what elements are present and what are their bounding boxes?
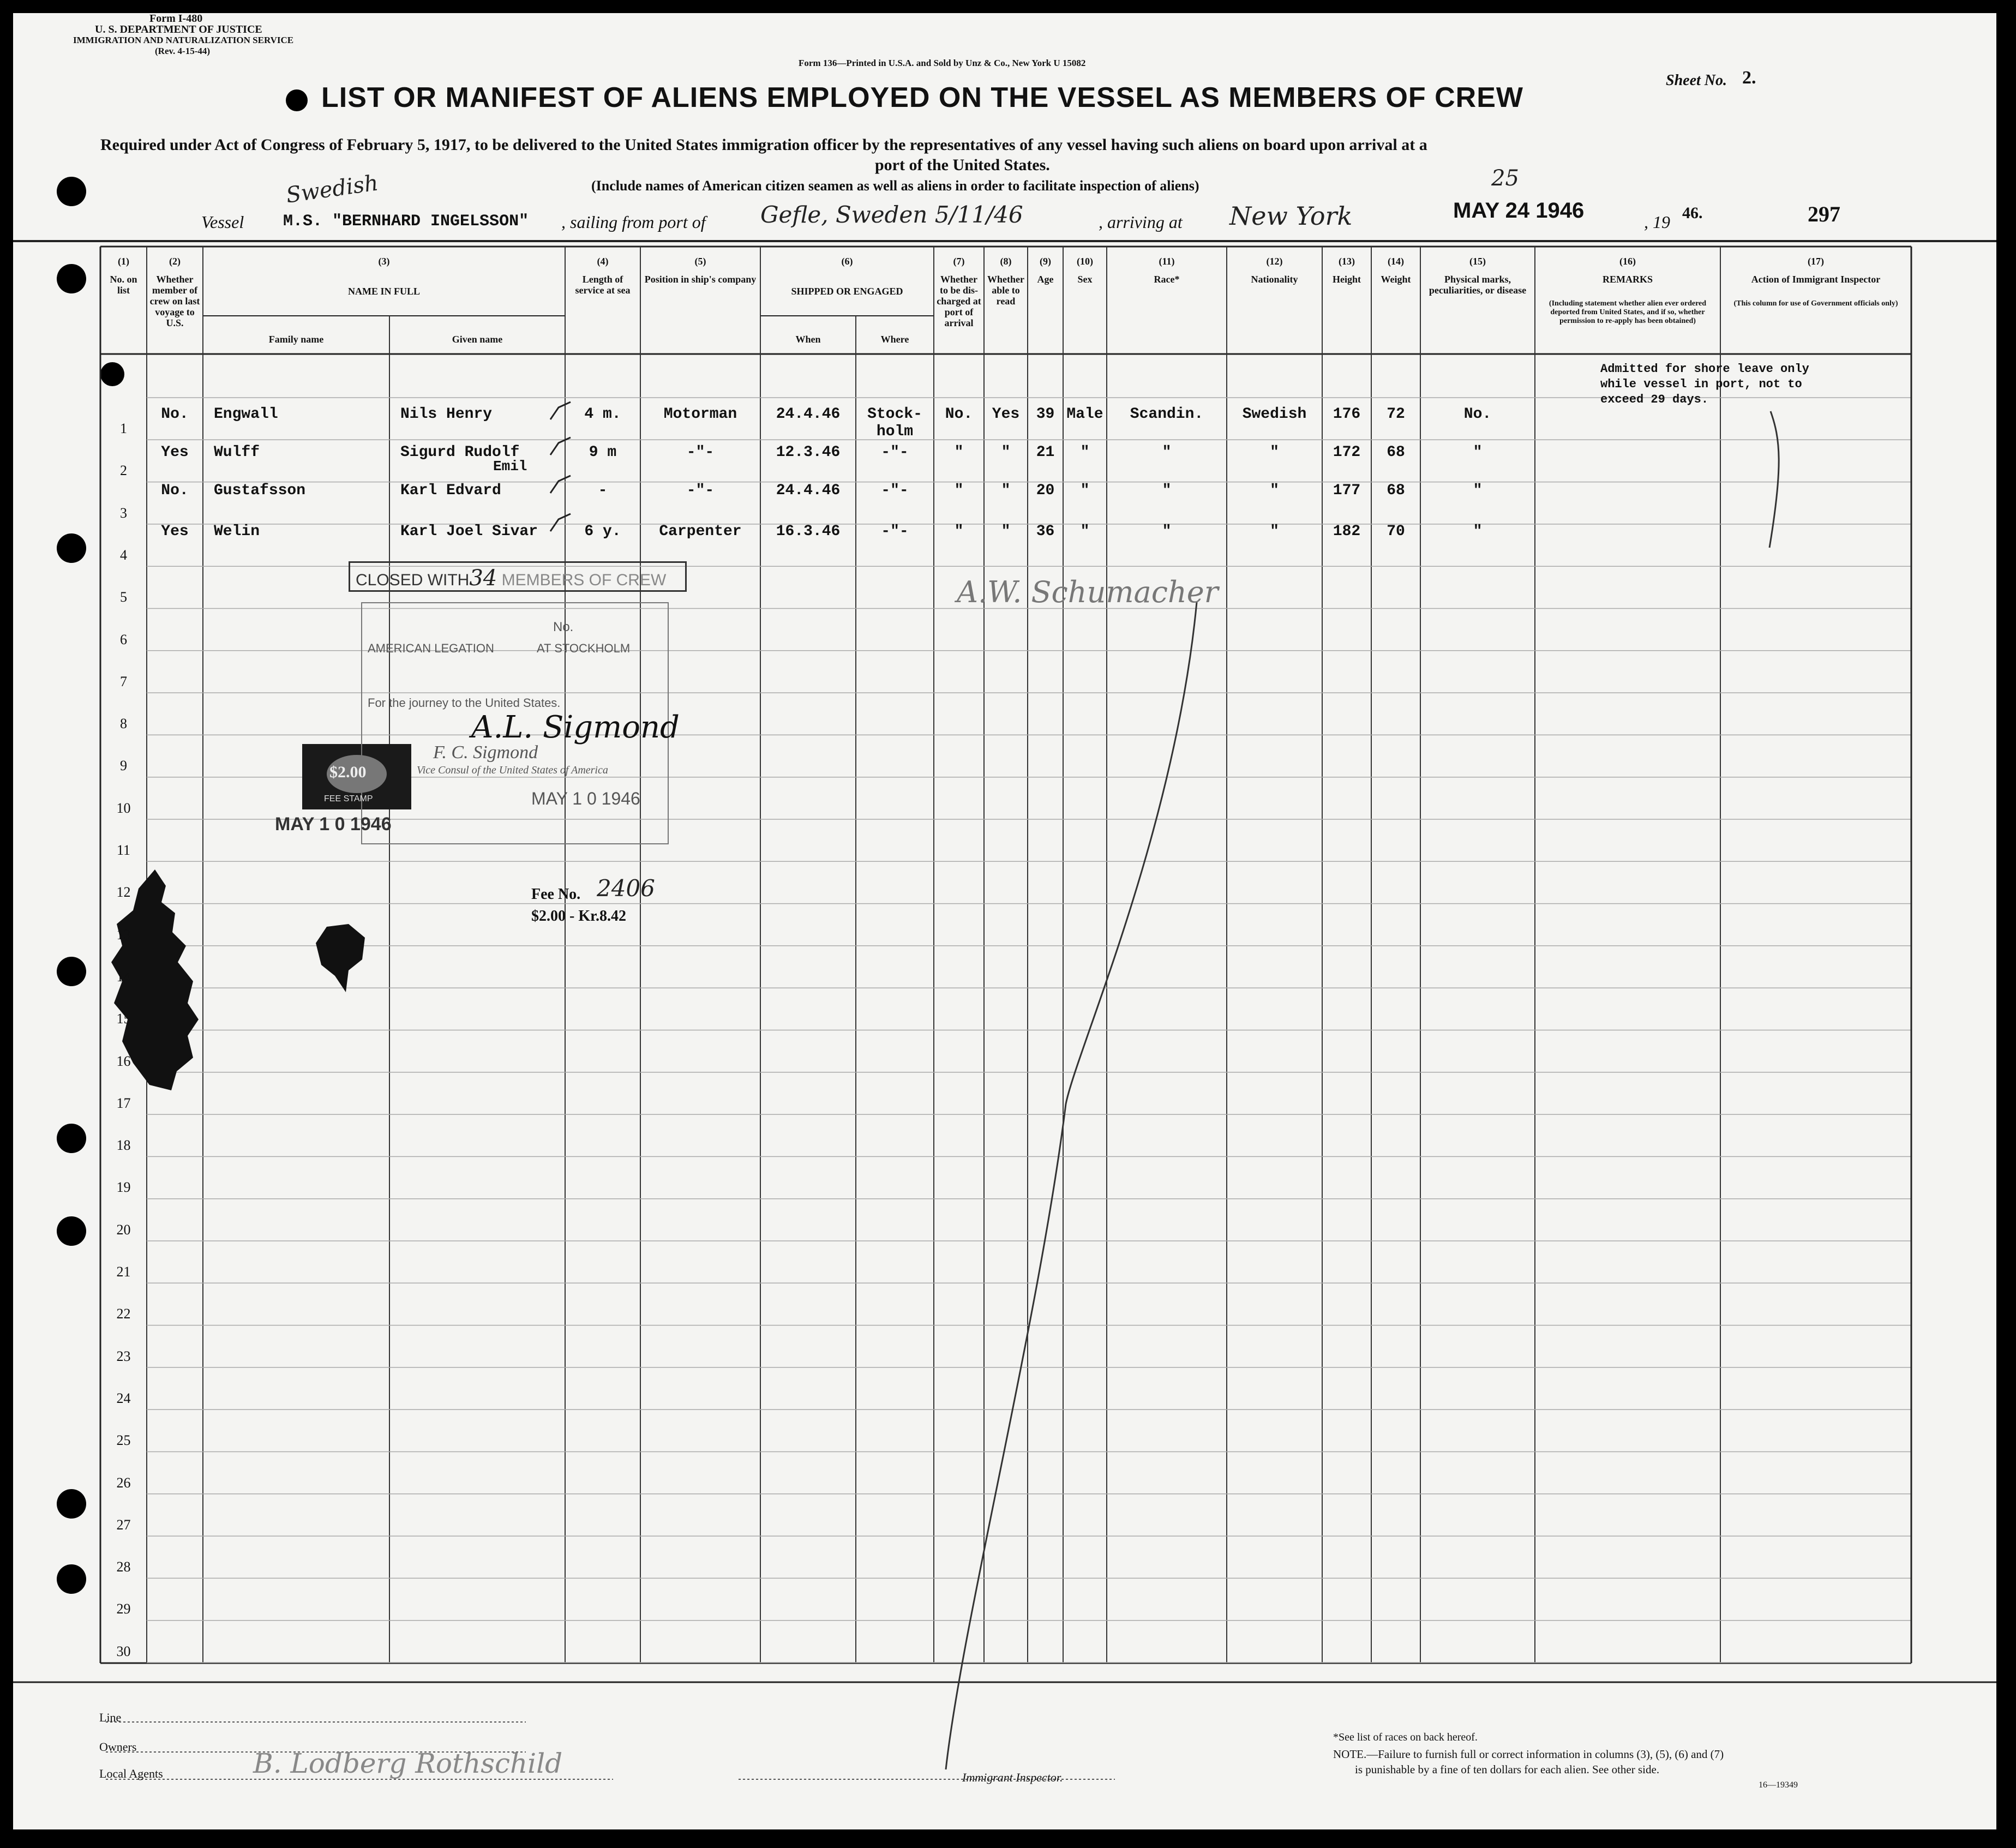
- arrival-date-stamp: MAY 24 1946: [1453, 199, 1585, 223]
- subtitle-line-2: port of the United States.: [875, 156, 1050, 174]
- line-number: 7: [120, 673, 127, 689]
- column-sublabel: Where: [880, 334, 909, 345]
- fee-no-label: Fee No.: [531, 886, 581, 903]
- line-number: 24: [116, 1390, 131, 1406]
- column-sublabel: When: [795, 334, 821, 345]
- cell-where: -"-: [881, 482, 909, 499]
- nationality-handwritten: Swedish: [284, 170, 380, 208]
- column-label: Sex: [1077, 274, 1093, 285]
- line-number: 26: [116, 1474, 131, 1491]
- line-number: 25: [116, 1432, 131, 1449]
- line-number: 8: [120, 716, 127, 732]
- cell-where: -"-: [881, 523, 909, 540]
- column-label: SHIPPED OR ENGAGED: [791, 286, 903, 297]
- column-label: REMARKS: [1602, 274, 1653, 285]
- column-number: (4): [597, 256, 609, 267]
- remarks-line-3: exceed 29 days.: [1600, 393, 1709, 406]
- consul-signature: A.L. Sigmond: [471, 710, 680, 745]
- column-number: (10): [1077, 256, 1093, 267]
- bullet-icon: [286, 89, 308, 111]
- cell-height: 182: [1333, 523, 1361, 540]
- cell-given: Nils Henry: [400, 406, 493, 423]
- printer-note: Form 136—Printed in U.S.A. and Sold by Unz & Co., New York U 15082: [799, 58, 1086, 68]
- line-number: 19: [116, 1179, 131, 1196]
- page-number: 297: [1808, 202, 1840, 226]
- cell-family: Wulff: [214, 444, 260, 461]
- cell-discharged: No.: [945, 406, 973, 423]
- cell-race: ": [1162, 444, 1172, 461]
- vessel-name: M.S. "BERNHARD INGELSSON": [283, 212, 529, 231]
- cell-family: Engwall: [214, 406, 278, 423]
- column-number: (16): [1619, 256, 1636, 267]
- sailing-label: , sailing from port of: [561, 212, 706, 232]
- remarks-line-1: Admitted for shore leave only: [1600, 362, 1809, 376]
- column-number: (15): [1469, 256, 1486, 267]
- line-number: 27: [116, 1516, 131, 1533]
- column-label: Position in ship's company: [644, 274, 757, 285]
- cell-service: 9 m: [589, 444, 617, 461]
- cell-given: Sigurd Rudolf: [400, 444, 520, 461]
- cell-where: -"-: [881, 444, 909, 461]
- cell-nationality: ": [1270, 444, 1279, 461]
- column-label: No. on list: [110, 274, 137, 296]
- cell-discharged: ": [954, 523, 964, 540]
- cell-when: 12.3.46: [776, 444, 841, 461]
- column-label: Race*: [1154, 274, 1180, 285]
- cell-age: 39: [1036, 406, 1055, 423]
- subtitle-line-3: (Include names of American citizen seamen as well as aliens in order to facilitate inspection of aliens): [591, 178, 1199, 194]
- cell-weight: 70: [1387, 523, 1405, 540]
- inspector-label: Immigrant Inspector.: [962, 1771, 1063, 1784]
- schumacher-signature: A.W. Schumacher: [957, 575, 1219, 609]
- cell-service: 6 y.: [584, 523, 621, 540]
- footer-agents-label: Local Agents: [99, 1767, 163, 1780]
- footer-note-2: NOTE.—Failure to furnish full or correct information in columns (3), (5), (6) and (7): [1333, 1748, 1724, 1761]
- line-number: 11: [116, 842, 131, 858]
- cell-height: 177: [1333, 482, 1361, 499]
- cell-nationality: ": [1270, 482, 1279, 499]
- cell-weight: 68: [1387, 482, 1405, 499]
- cell-last: No.: [161, 482, 189, 499]
- line-number: 4: [120, 547, 127, 563]
- line-number: 30: [116, 1643, 131, 1659]
- cell-height: 176: [1333, 406, 1361, 423]
- column-label: Action of Immigrant Inspector: [1751, 274, 1881, 285]
- column-note: (Including statement whether alien ever ordered deported from United States, and if so, whether permission to re-apply has been obtained): [1549, 299, 1707, 325]
- line-number: 22: [116, 1306, 131, 1322]
- closed-count: 34: [469, 566, 497, 591]
- column-label: Whether able to read: [987, 274, 1024, 307]
- column-number: (1): [118, 256, 129, 267]
- column-label: Nationality: [1251, 274, 1298, 285]
- cell-where-extra: holm: [876, 423, 914, 440]
- column-number: (11): [1159, 256, 1175, 267]
- column-number: (2): [169, 256, 181, 267]
- line-number: 21: [116, 1264, 131, 1280]
- fee-no: 2406: [597, 875, 655, 902]
- column-number: (6): [841, 256, 853, 267]
- consul-no: No.: [553, 620, 574, 634]
- line-number: 5: [120, 589, 127, 605]
- column-label: Height: [1333, 274, 1361, 285]
- revision: (Rev. 4-15-44): [155, 46, 211, 56]
- cell-last: Yes: [161, 444, 189, 461]
- consul-journey: For the journey to the United States.: [368, 696, 561, 710]
- arriving-port-handwritten: New York: [1229, 201, 1353, 231]
- line-number: 10: [116, 800, 131, 816]
- department: U. S. DEPARTMENT OF JUSTICE: [95, 23, 262, 35]
- cell-marks: ": [1473, 523, 1483, 540]
- consul-stamp: [361, 602, 680, 844]
- form-code: 16—19349: [1759, 1780, 1798, 1790]
- cell-sex: Male: [1066, 406, 1103, 423]
- cell-position: Carpenter: [659, 523, 742, 540]
- cell-nationality: ": [1270, 523, 1279, 540]
- cell-position: -"-: [686, 444, 715, 461]
- cell-discharged: ": [954, 482, 964, 499]
- arriving-label: , arriving at: [1099, 212, 1183, 232]
- remarks-line-2: while vessel in port, not to: [1600, 377, 1802, 391]
- column-number: (3): [378, 256, 390, 267]
- cell-race: ": [1162, 482, 1172, 499]
- column-number: (13): [1339, 256, 1355, 267]
- fee-stamp-date: MAY 1 0 1946: [275, 814, 392, 835]
- line-number: 9: [120, 758, 127, 774]
- subtitle-line-1: Required under Act of Congress of February 5, 1917, to be delivered to the United States immigration officer by the representatives of any vessel having such aliens on board upon arrival at a: [100, 136, 1427, 154]
- line-number: 23: [116, 1348, 131, 1364]
- cell-last: No.: [161, 406, 189, 423]
- cell-service: -: [598, 482, 608, 499]
- column-note: (This column for use of Government officials only): [1733, 299, 1898, 308]
- cell-given: Karl Joel Sivar: [400, 523, 538, 540]
- fee-stamp-label: FEE STAMP: [324, 794, 373, 803]
- year-value: 46.: [1682, 204, 1703, 222]
- year-label: , 19: [1644, 212, 1670, 232]
- sheet-label: Sheet No.: [1666, 72, 1727, 89]
- cell-when: 24.4.46: [776, 406, 841, 423]
- closed-stamp-tail: MEMBERS OF CREW: [501, 571, 667, 589]
- form-title: LIST OR MANIFEST OF ALIENS EMPLOYED ON THE VESSEL AS MEMBERS OF CREW: [321, 82, 1523, 113]
- line-number: 16: [116, 1053, 131, 1069]
- cell-race: Scandin.: [1130, 406, 1204, 423]
- arrival-day-handwritten: 25: [1491, 166, 1519, 191]
- cell-discharged: ": [954, 444, 964, 461]
- line-number: 15: [116, 1011, 131, 1027]
- cell-when: 24.4.46: [776, 482, 841, 499]
- footer-owners-label: Owners: [99, 1740, 137, 1754]
- cell-race: ": [1162, 523, 1172, 540]
- consul-date: MAY 1 0 1946: [531, 789, 640, 808]
- line-number: 28: [116, 1559, 131, 1575]
- line-number: 14: [116, 968, 131, 985]
- cell-family: Gustafsson: [214, 482, 306, 499]
- column-number: (14): [1388, 256, 1404, 267]
- footer-agents-handwritten: B. Lodberg Rothschild: [253, 1748, 563, 1779]
- column-label: Physical marks, peculiarities, or disease: [1429, 274, 1527, 296]
- cell-read: ": [1001, 523, 1011, 540]
- column-number: (12): [1266, 256, 1283, 267]
- line-number: 2: [120, 463, 127, 479]
- footer-note-1: *See list of races on back hereof.: [1333, 1731, 1478, 1743]
- footer-note-3: is punishable by a fine of ten dollars for each alien. See other side.: [1355, 1763, 1660, 1776]
- line-number: 17: [116, 1095, 131, 1111]
- cell-sex: ": [1080, 482, 1090, 499]
- line-number: 20: [116, 1221, 131, 1238]
- column-label: Length of service at sea: [575, 274, 631, 296]
- cell-sex: ": [1080, 444, 1090, 461]
- cell-age: 36: [1036, 523, 1055, 540]
- line-number: 29: [116, 1601, 131, 1617]
- column-label: Whether member of crew on last voyage to U.S.: [149, 274, 200, 328]
- cell-age: 20: [1036, 482, 1055, 499]
- column-label: Age: [1037, 274, 1054, 285]
- column-number: (8): [1000, 256, 1012, 267]
- consul-title: Vice Consul of the United States of America: [417, 764, 608, 776]
- line-number: 13: [116, 926, 131, 943]
- line-number: 1: [120, 421, 127, 436]
- column-number: (9): [1040, 256, 1051, 267]
- fee-amount: $2.00 - Kr.8.42: [531, 908, 626, 925]
- column-number: (7): [953, 256, 965, 267]
- cell-family: Welin: [214, 523, 260, 540]
- column-label: Whether to be dis-charged at port of arrival: [937, 274, 981, 328]
- form-number: Form I-480: [149, 13, 203, 25]
- sheet-number: 2.: [1742, 68, 1756, 88]
- fee-stamp-value: $2.00: [329, 763, 367, 781]
- cell-given: Karl Edvard: [400, 482, 501, 499]
- cell-when: 16.3.46: [776, 523, 841, 540]
- cell-where: Stock-: [867, 406, 922, 423]
- cell-read: ": [1001, 444, 1011, 461]
- cell-marks: ": [1473, 444, 1483, 461]
- cell-sex: ": [1080, 523, 1090, 540]
- consul-legation: AMERICAN LEGATION: [368, 641, 494, 655]
- column-sublabel: Family name: [268, 334, 324, 345]
- cell-height: 172: [1333, 444, 1361, 461]
- footer-line-label: Line: [99, 1711, 122, 1724]
- column-label: NAME IN FULL: [347, 286, 420, 297]
- cell-nationality: Swedish: [1242, 406, 1307, 423]
- cell-marks: No.: [1463, 406, 1492, 423]
- line-number: 12: [116, 884, 131, 901]
- cell-marks: ": [1473, 482, 1483, 499]
- sailing-port-handwritten: Gefle, Sweden 5/11/46: [760, 201, 1023, 228]
- line-number: 6: [120, 631, 127, 647]
- cell-position: -"-: [686, 482, 715, 499]
- manifest-sheet: [13, 13, 1996, 1829]
- closed-stamp-label: CLOSED WITH: [356, 571, 470, 589]
- cell-read: Yes: [992, 406, 1020, 423]
- cell-weight: 68: [1387, 444, 1405, 461]
- cell-read: ": [1001, 482, 1011, 499]
- cell-age: 21: [1036, 444, 1055, 461]
- line-number: 3: [120, 505, 127, 521]
- vessel-label: Vessel: [201, 212, 244, 232]
- service: IMMIGRATION AND NATURALIZATION SERVICE: [73, 35, 294, 45]
- cell-service: 4 m.: [584, 406, 621, 423]
- closed-stamp: [349, 561, 687, 592]
- consul-location: AT STOCKHOLM: [537, 641, 631, 655]
- column-sublabel: Given name: [452, 334, 503, 345]
- column-number: (17): [1808, 256, 1824, 267]
- cell-given-extra: Emil: [493, 458, 527, 475]
- line-number: 18: [116, 1137, 131, 1154]
- cell-last: Yes: [161, 523, 189, 540]
- column-label: Weight: [1381, 274, 1411, 285]
- cell-weight: 72: [1387, 406, 1405, 423]
- consul-name: F. C. Sigmond: [433, 742, 538, 763]
- column-number: (5): [694, 256, 706, 267]
- cell-position: Motorman: [663, 406, 737, 423]
